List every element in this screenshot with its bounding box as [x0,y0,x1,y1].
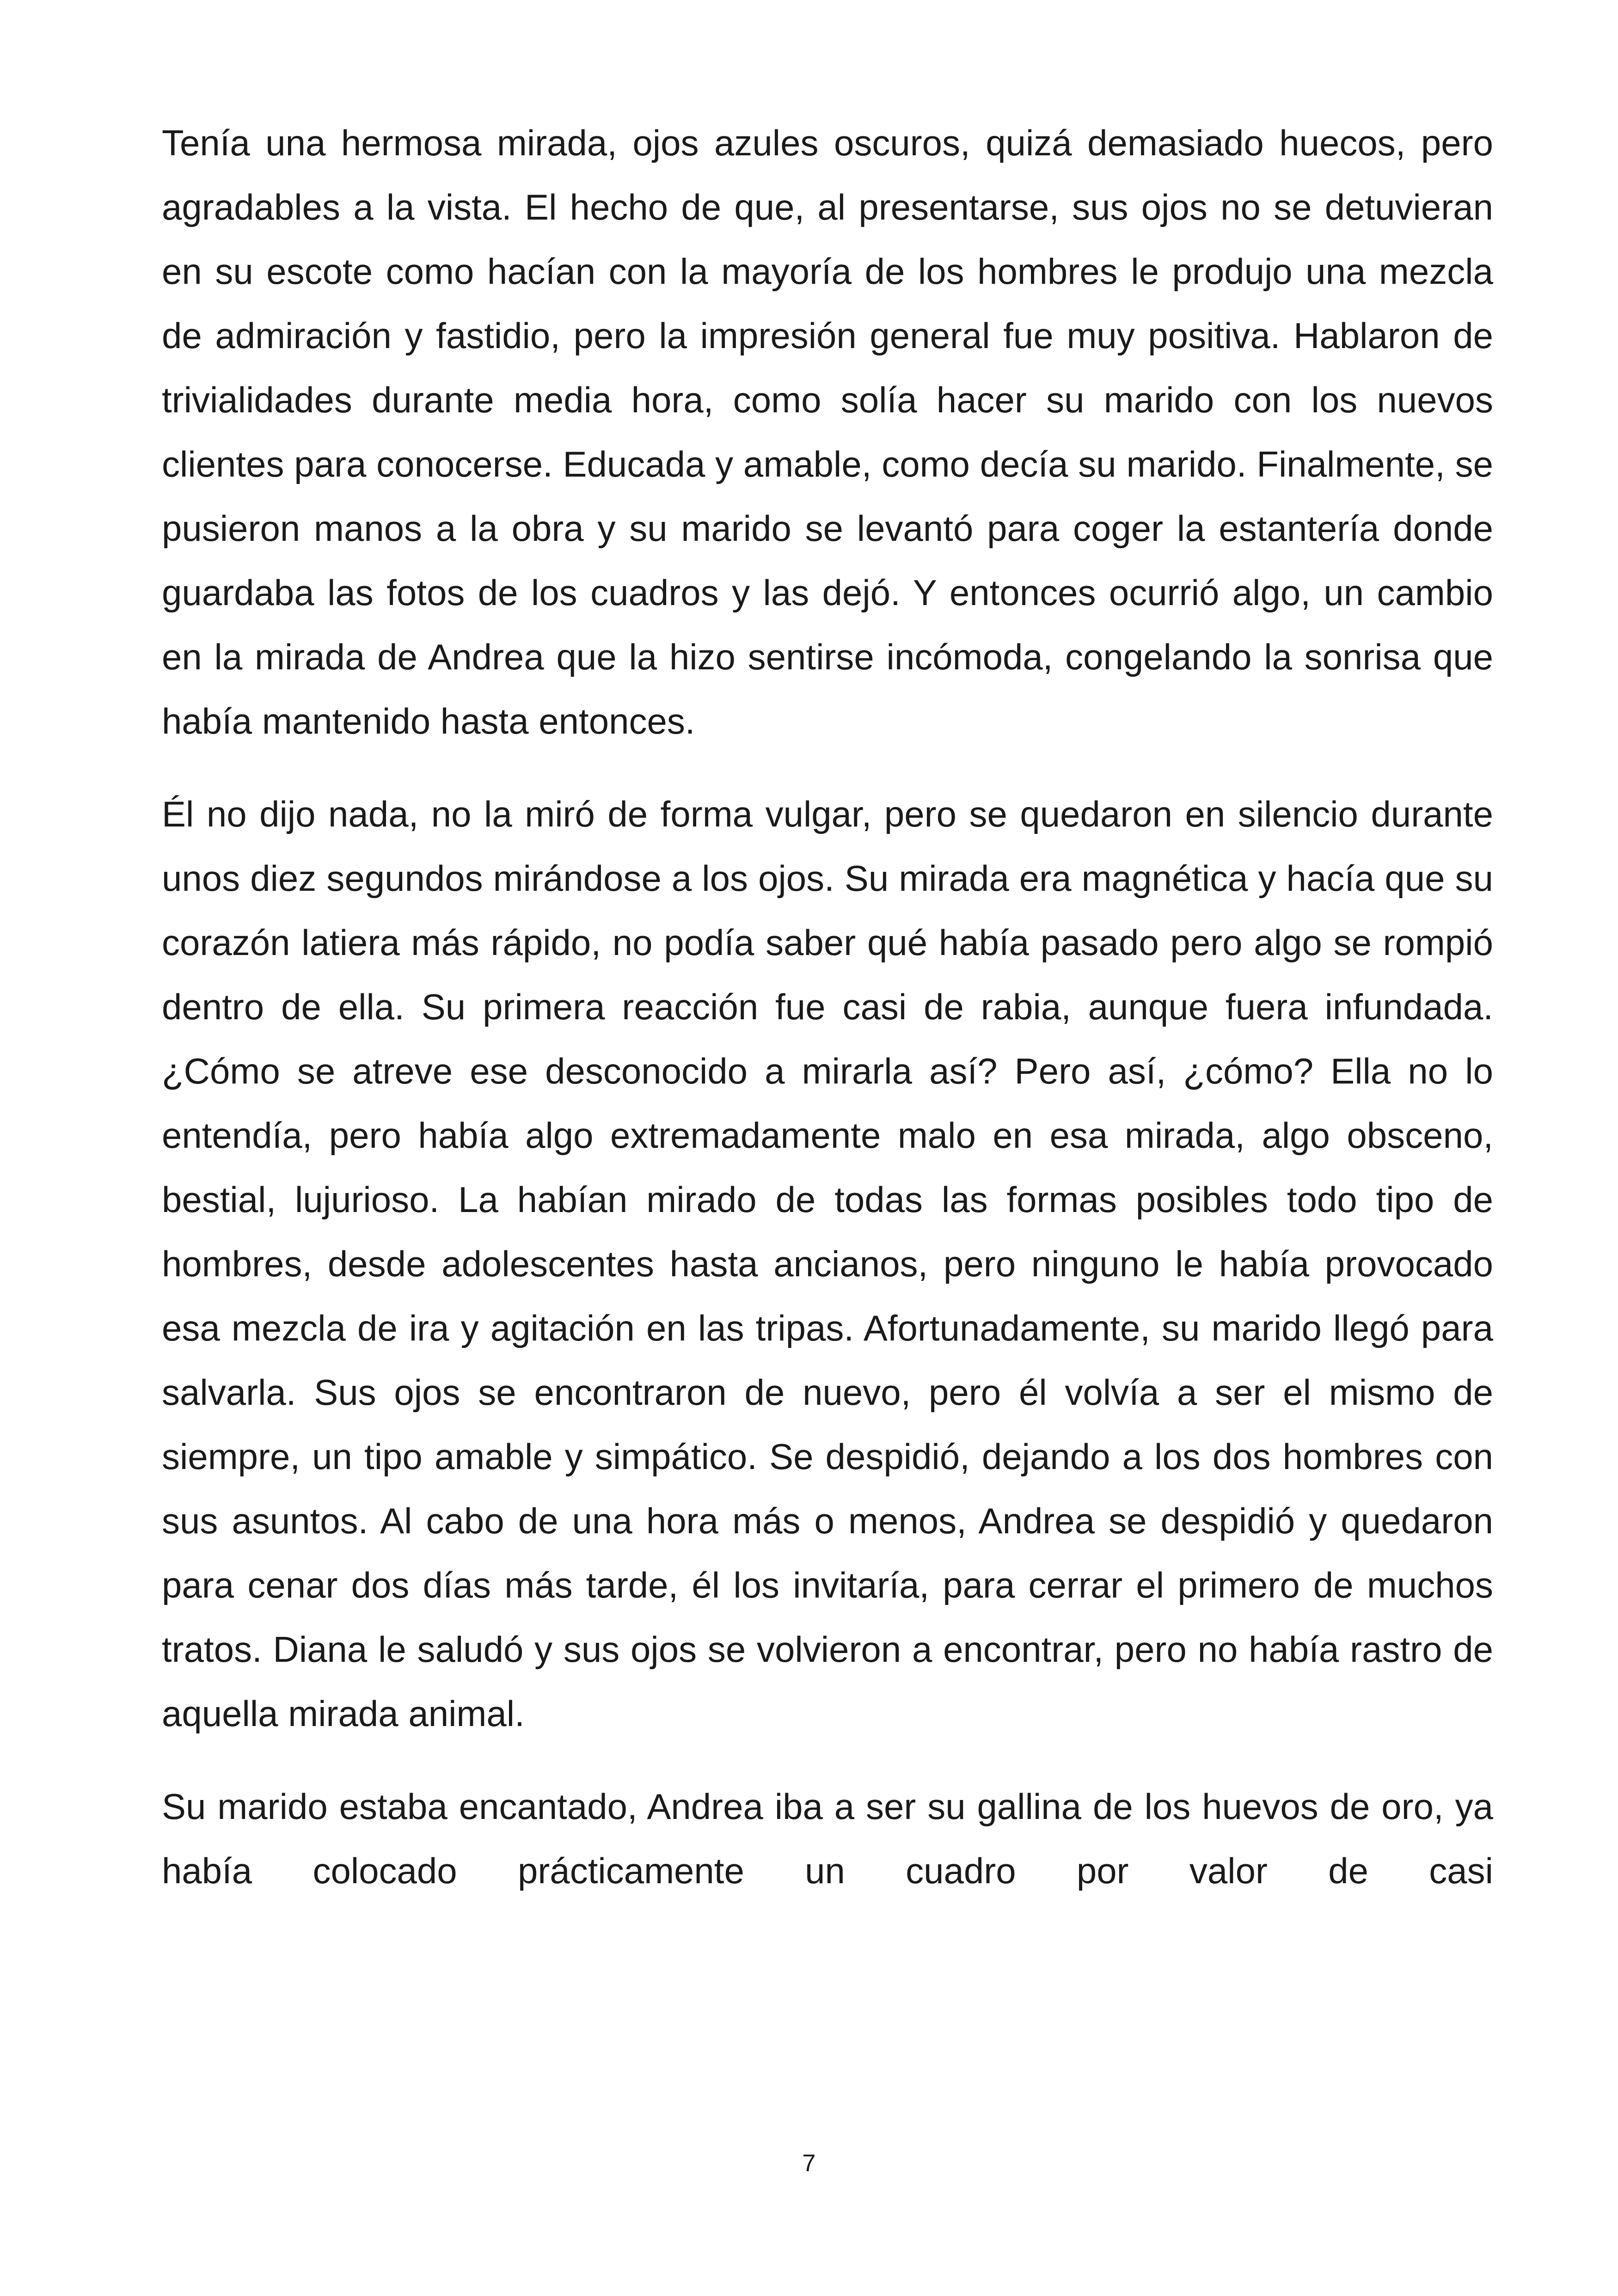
paragraph-2: Él no dijo nada, no la miró de forma vulgar, pero se quedaron en silencio durante unos diez segundos mirándose a los ojos. Su mirada era magnética y hacía que su corazón latiera más rápido, no podía saber qué había pasado pero algo se rompió dentro de ella. Su primera reacción fue casi de rabia, aunque fuera infundada. ¿Cómo se atreve ese desconocido a mirarla así? Pero así, ¿cómo? Ella no lo entendía, pero había algo extremadamente malo en esa mirada, algo obsceno, bestial, lujurioso. La habían mirado de todas las formas posibles todo tipo de hombres, desde adolescentes hasta ancianos, pero ninguno le había provocado esa mezcla de ira y agitación en las tripas. Afortunadamente, su marido llegó para salvarla. Sus ojos se encontraron de nuevo, pero él volvía a ser el mismo de siempre, un tipo amable y simpático. Se despidió, dejando a los dos hombres con sus asuntos. Al cabo de una hora más o menos, Andrea se despidió y quedaron para cenar dos días más tarde, él los invitaría, para cerrar el primero de muchos tratos. Diana le saludó y sus ojos se volvieron a encontrar, pero no había rastro de aquella mirada animal. [162,794,1493,1734]
body-text [162,111,1493,1903]
paragraph-3: Su marido estaba encantado, Andrea iba a ser su gallina de los huevos de oro, ya había colocado prácticamente un cuadro por valor de casi [162,1786,1493,1891]
page-number: 7 [802,2150,816,2177]
paragraph-1: Tenía una hermosa mirada, ojos azules oscuros, quizá demasiado huecos, pero agradables a la vista. El hecho de que, al presentarse, sus ojos no se detuvieran en su escote como hacían con la mayoría de los hombres le produjo una mezcla de admiración y fastidio, pero la impresión general fue muy positiva. Hablaron de trivialidades durante media hora, como solía hacer su marido con los nuevos clientes para conocerse. Educada y amable, como decía su marido. Finalmente, se pusieron manos a la obra y su marido se levantó para coger la estantería donde guardaba las fotos de los cuadros y las dejó. Y entonces ocurrió algo, un cambio en la mirada de Andrea que la hizo sentirse incómoda, congelando la sonrisa que había mantenido hasta entonces. [162,122,1493,741]
